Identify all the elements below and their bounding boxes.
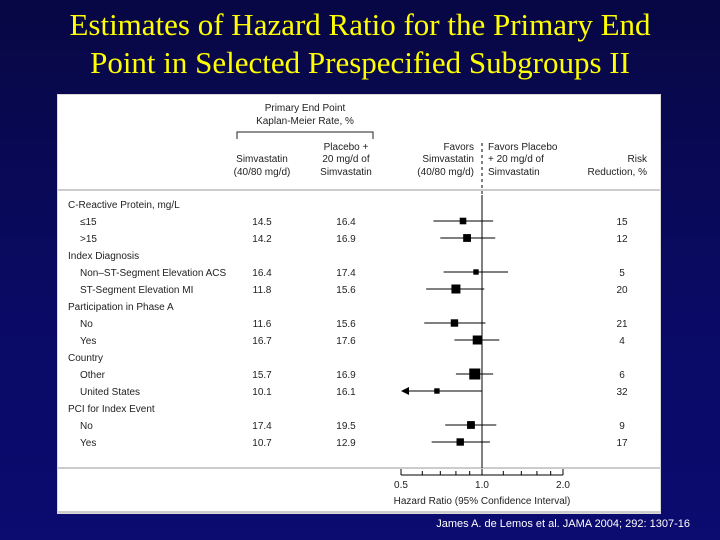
- simva-rate: 17.4: [252, 421, 272, 432]
- point-estimate: [473, 269, 478, 274]
- rr-header-line1: Risk: [627, 154, 647, 165]
- point-estimate: [473, 336, 482, 345]
- risk-reduction: 15: [616, 217, 628, 228]
- group-header-bracket: [237, 132, 373, 139]
- favors-placebo-line1: Favors Placebo: [488, 142, 558, 153]
- placebo-rate: 16.9: [336, 234, 356, 245]
- point-estimate: [457, 438, 464, 445]
- slide-title-line2: Point in Selected Prespecified Subgroups II: [90, 45, 630, 80]
- placebo-rate: 16.9: [336, 370, 356, 381]
- risk-reduction: 6: [619, 370, 625, 381]
- citation: James A. de Lemos et al. JAMA 2004; 292: 1307-16: [436, 518, 690, 530]
- col-simva-line1: Simvastatin: [236, 154, 288, 165]
- row-label: ST-Segment Elevation MI: [80, 285, 194, 296]
- simva-rate: 15.7: [252, 370, 272, 381]
- favors-simva-line1: Favors: [443, 142, 474, 153]
- x-tick-label: 1.0: [475, 480, 489, 491]
- placebo-rate: 15.6: [336, 285, 356, 296]
- simva-rate: 10.1: [252, 387, 272, 398]
- col-simva-line2: (40/80 mg/d): [233, 167, 291, 178]
- placebo-rate: 12.9: [336, 438, 356, 449]
- subgroup-heading: Participation in Phase A: [68, 302, 174, 313]
- col-placebo-line1: Placebo +: [323, 142, 369, 153]
- simva-rate: 14.5: [252, 217, 272, 228]
- subgroup-heading: PCI for Index Event: [68, 404, 155, 415]
- col-placebo-line2: 20 mg/d of: [322, 154, 370, 165]
- slide-title-line1: Estimates of Hazard Ratio for the Primary End: [69, 7, 651, 42]
- simva-rate: 16.7: [252, 336, 272, 347]
- simva-rate: 16.4: [252, 268, 272, 279]
- simva-rate: 14.2: [252, 234, 272, 245]
- row-label: Non–ST-Segment Elevation ACS: [80, 268, 227, 279]
- placebo-rate: 17.4: [336, 268, 356, 279]
- risk-reduction: 12: [616, 234, 628, 245]
- subgroup-heading: C-Reactive Protein, mg/L: [68, 200, 180, 211]
- x-tick-label: 2.0: [556, 480, 570, 491]
- risk-reduction: 17: [616, 438, 628, 449]
- row-label: >15: [80, 234, 97, 245]
- favors-simva-line2: Simvastatin: [422, 154, 474, 165]
- row-label: United States: [80, 387, 141, 398]
- placebo-rate: 15.6: [336, 319, 356, 330]
- risk-reduction: 20: [616, 285, 628, 296]
- point-estimate: [469, 369, 480, 380]
- row-label: No: [80, 421, 93, 432]
- risk-reduction: 9: [619, 421, 625, 432]
- row-label: Yes: [80, 336, 97, 347]
- simva-rate: 10.7: [252, 438, 272, 449]
- row-label: No: [80, 319, 93, 330]
- col-placebo-line3: Simvastatin: [320, 167, 372, 178]
- favors-placebo-line3: Simvastatin: [488, 167, 540, 178]
- simva-rate: 11.8: [252, 285, 272, 296]
- point-estimate: [460, 218, 467, 225]
- risk-reduction: 32: [616, 387, 628, 398]
- slide-title: [0, 6, 720, 82]
- row-label: Other: [80, 370, 106, 381]
- group-header-line2: Kaplan-Meier Rate, %: [256, 116, 354, 127]
- group-header-line1: Primary End Point: [264, 103, 346, 114]
- risk-reduction: 21: [616, 319, 628, 330]
- placebo-rate: 17.6: [336, 336, 356, 347]
- risk-reduction: 5: [619, 268, 625, 279]
- favors-simva-line3: (40/80 mg/d): [417, 167, 474, 178]
- favors-placebo-line2: + 20 mg/d of: [488, 154, 544, 165]
- ci-arrow: [401, 387, 409, 395]
- point-estimate: [434, 388, 439, 393]
- subgroup-heading: Index Diagnosis: [68, 251, 140, 262]
- rr-header-line2: Reduction, %: [587, 167, 647, 178]
- row-label: ≤15: [80, 217, 97, 228]
- forest-plot-figure: [57, 94, 661, 514]
- risk-reduction: 4: [619, 336, 625, 347]
- point-estimate: [451, 319, 458, 326]
- subgroup-heading: Country: [68, 353, 104, 364]
- point-estimate: [467, 421, 475, 429]
- simva-rate: 11.6: [252, 319, 272, 330]
- placebo-rate: 16.4: [336, 217, 356, 228]
- row-label: Yes: [80, 438, 97, 449]
- placebo-rate: 19.5: [336, 421, 356, 432]
- forest-plot: [58, 95, 660, 513]
- x-tick-label: 0.5: [394, 480, 408, 491]
- x-axis-label: Hazard Ratio (95% Confidence Interval): [393, 496, 571, 507]
- placebo-rate: 16.1: [336, 387, 356, 398]
- point-estimate: [451, 285, 460, 294]
- point-estimate: [463, 234, 471, 242]
